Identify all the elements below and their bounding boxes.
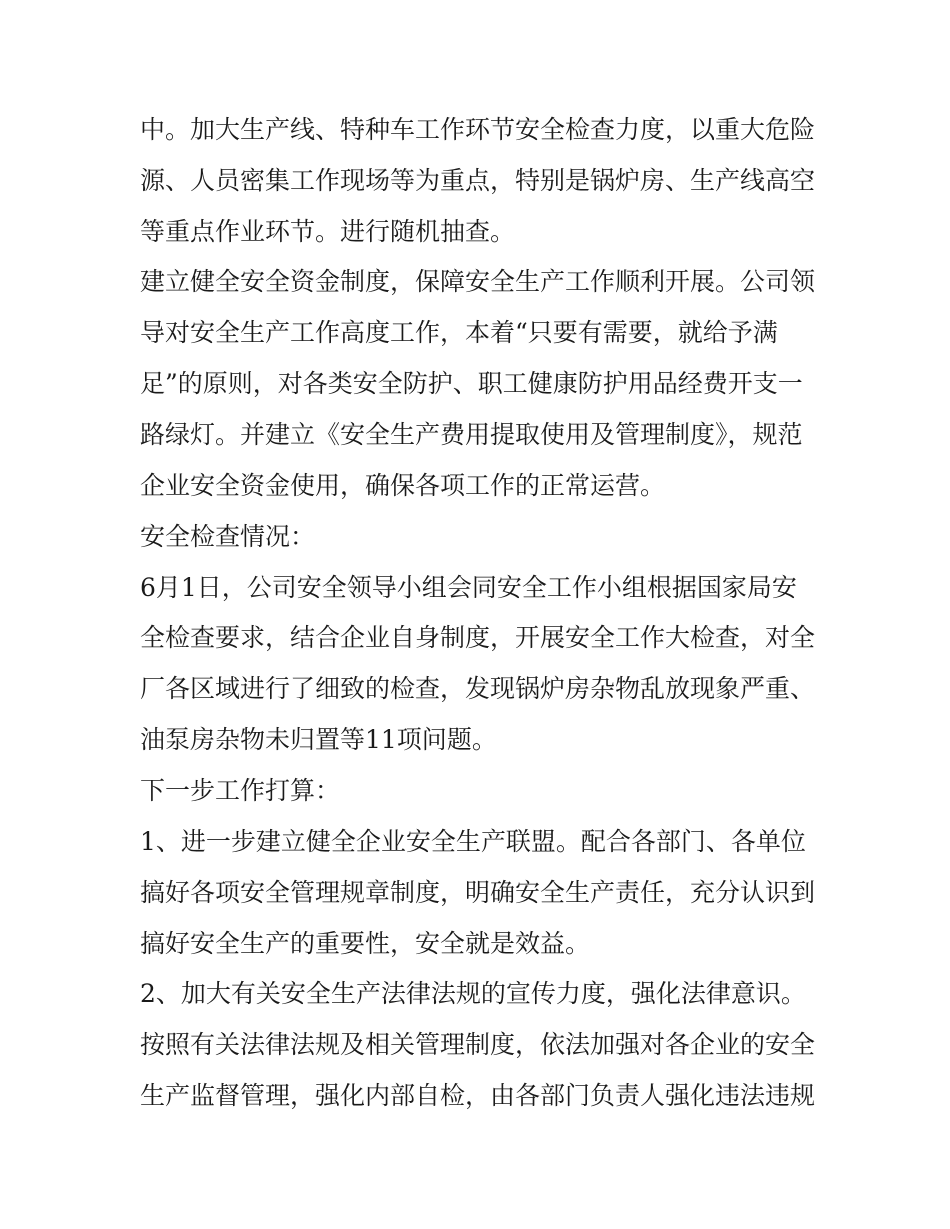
text-line: 搞好各项安全管理规章制度，明确安全生产责任，充分认识到	[140, 878, 816, 907]
text-line: 厂各区域进行了细致的检查，发现锅炉房杂物乱放现象严重、	[140, 674, 816, 703]
text-line: 建立健全安全资金制度，保障安全生产工作顺利开展。公司领	[140, 267, 816, 296]
text-line: 路绿灯。并建立《安全生产费用提取使用及管理制度》，规范	[140, 420, 803, 449]
text-line: 生产监督管理，强化内部自检，由各部门负责人强化违法违规	[140, 1081, 816, 1110]
text-line: 企业安全资金使用，确保各项工作的正常运营。	[140, 471, 666, 500]
section-heading: 下一步工作打算：	[140, 776, 341, 805]
text-line: 按照有关法律法规及相关管理制度，依法加强对各企业的安全	[140, 1030, 816, 1059]
text-line: 中。加大生产线、特种车工作环节安全检查力度，以重大危险	[140, 115, 816, 144]
text-line: 6月1日，公司安全领导小组会同安全工作小组根据国家局安	[140, 573, 797, 602]
text-line: 等重点作业环节。进行随机抽查。	[140, 217, 516, 246]
text-line: 油泵房杂物未归置等11项问题。	[140, 725, 497, 754]
text-line: 搞好安全生产的重要性，安全就是效益。	[140, 929, 591, 958]
text-line: 2、加大有关安全生产法律法规的宣传力度，强化法律意识。	[140, 979, 806, 1008]
text-line: 全检查要求，结合企业自身制度，开展安全工作大检查，对全	[140, 623, 816, 652]
text-line: 源、人员密集工作现场等为重点，特别是锅炉房、生产线高空	[140, 166, 816, 195]
text-line: 足”的原则，对各类安全防护、职工健康防护用品经费开支一	[140, 369, 803, 398]
text-line: 导对安全生产工作高度工作，本着“只要有需要，就给予满	[140, 318, 778, 347]
text-line: 1、进一步建立健全企业安全生产联盟。配合各部门、各单位	[140, 827, 806, 856]
section-heading: 安全检查情况：	[140, 522, 316, 551]
